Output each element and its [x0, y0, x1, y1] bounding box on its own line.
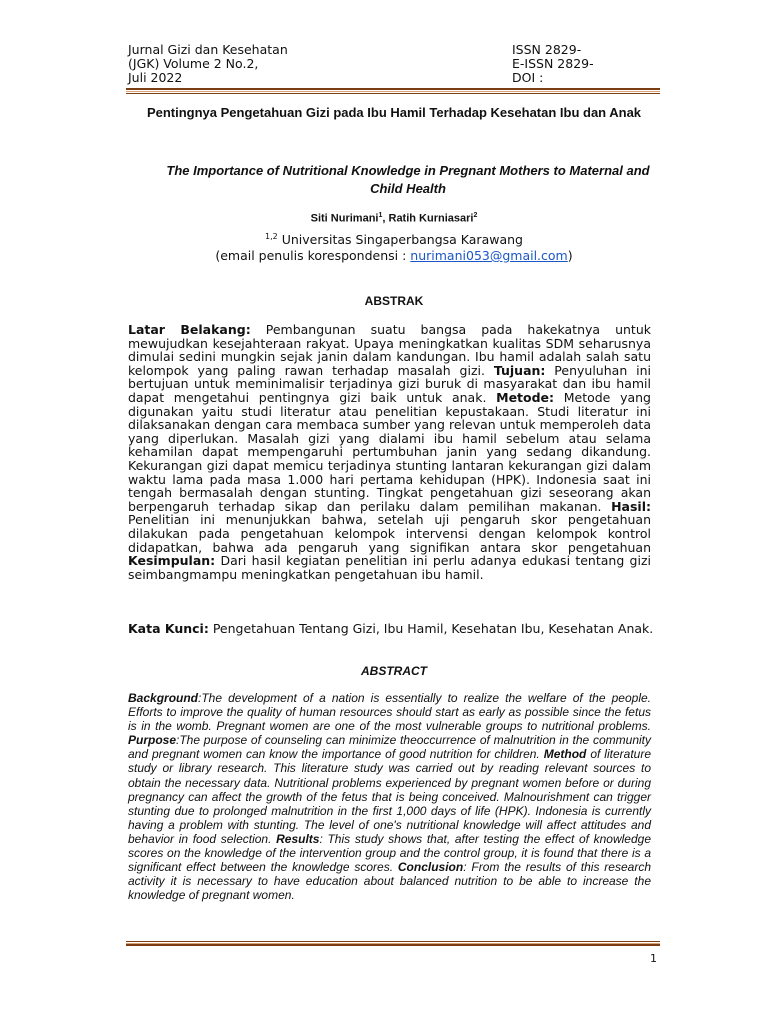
journal-header [128, 42, 288, 85]
title-indonesian: Pentingnya Pengetahuan Gizi pada Ibu Hamil Terhadap Kesehatan Ibu dan Anak [146, 105, 642, 120]
section-text: Pembangunan suatu bangsa pada hakekatnya untuk mewujudkan kesejahteraan rakyat. Upaya meningkatkan kualitas SDM seharusnya dimulai sedini mungkin sejak janin dalam kandungan. Ibu hamil adalah salah satu kelompok yang paling rawan terhadap masalah gizi. [128, 322, 651, 378]
section-text: : From the results of this research activity it is necessary to have education about balanced nutrition to be able to increase the knowledge of pregnant women. [128, 860, 651, 903]
section-text: Metode yang digunakan yaitu studi literatur atau penelitian kepustakaan. Studi literatur ini dilaksanakan dengan cara membaca sumber yang relevan untuk memperoleh data yang diperlukan. Masalah gizi yang dialami ibu hamil sebelum atau selama kehamilan dapat mempengaruhi pertumbuhan janin yang sedang dikandung. Kekurangan gizi dapat memicu terjadinya stunting lantaran kekurangan gizi dalam waktu lama pada masa 1.000 hari pertama kehidupan (HPK). Indonesia saat ini tengah bermasalah dengan stunting. Tingkat pengetahuan gizi seseorang akan berpengaruh terhadap sikap dan perilaku dalam pemilihan makanan. [128, 389, 651, 514]
section-text: Penelitian ini menunjukkan bahwa, setelah uji pengaruh skor pengetahuan dilakukan pada pengetahuan kelompok intervensi dengan kelompok kontrol didapatkan, bahwa ada pengaruh yang signifikan antara skor pengetahuan [128, 512, 651, 555]
section-label: Conclusion [397, 860, 464, 875]
abstrak-body [128, 323, 651, 581]
e-issn: E-ISSN 2829- [512, 56, 594, 71]
keywords-label: Kata Kunci: [128, 621, 209, 636]
affiliation-marker: 1,2 [265, 232, 278, 241]
page-number: 1 [650, 952, 657, 965]
section-text: Penyuluhan ini bertujuan untuk meminimalisir terjadinya gizi buruk di masyarakat dan ibu hamil dapat mengetahui pentingnya gizi baik untuk anak. [128, 362, 651, 405]
email-suffix: ) [567, 248, 573, 263]
author-2: Ratih Kurniasari [388, 212, 474, 225]
issn-header [512, 43, 594, 85]
keywords [128, 622, 659, 637]
header-divider [126, 88, 660, 94]
journal-date: Juli 2022 [128, 70, 183, 85]
section-label: Metode: [496, 389, 555, 405]
journal-volume: (JGK) Volume 2 No.2, [128, 56, 259, 71]
issn: ISSN 2829- [512, 42, 582, 57]
doi: DOI : [512, 70, 544, 85]
affiliation-block [128, 229, 660, 264]
author-1: Siti Nurimani [310, 212, 379, 225]
email-link[interactable]: nurimani053@gmail.com [410, 248, 568, 263]
affiliation [128, 229, 660, 248]
section-label: Tujuan: [493, 362, 546, 378]
section-label: Hasil: [611, 498, 651, 514]
affiliation-name: Universitas Singaperbangsa Karawang [277, 232, 523, 247]
section-label: Background [128, 691, 199, 705]
section-label: Purpose [128, 733, 177, 748]
section-text: :The purpose of counseling can minimize theoccurrence of malnutrition in the community and pregnant women can know the importance of good nutrition for children. [128, 733, 651, 762]
keywords-text: Pengetahuan Tentang Gizi, Ibu Hamil, Kesehatan Ibu, Kesehatan Anak. [208, 621, 654, 636]
abstract-body [128, 691, 651, 902]
section-label: Kesimpulan: [128, 553, 216, 569]
section-text: Dari hasil kegiatan penelitian ini perlu adanya edukasi tentang gizi seimbangmampu meningkatkan pengetahuan ibu hamil. [128, 553, 651, 582]
author-2-affil: 2 [473, 212, 478, 219]
journal-name: Jurnal Gizi dan Kesehatan [128, 42, 288, 57]
section-text: of literature study or library research. This literature study was carried out by reading relevant sources to obtain the necessary data. Nutritional problems experienced by pregnant women before or during pregnancy can affect the growth of the fetus that is being conceived. Malnourishment can trigger stunting due to prolonged malnutrition in the first 1,000 days of life (HPK). Indonesia is currently having a problem with stunting. The level of one's nutritional knowledge will affect attitudes and behavior in food selection. [128, 747, 651, 846]
author-1-affil: 1 [378, 212, 383, 219]
email-prefix: (email penulis korespondensi : [215, 248, 411, 263]
correspondence [128, 248, 660, 264]
author-separator: , [382, 212, 389, 225]
section-label: Results [276, 831, 320, 846]
authors [128, 212, 660, 225]
footer-divider [126, 940, 660, 946]
abstract-heading: ABSTRACT [361, 664, 427, 678]
section-text: : This study shows that, after testing the effect of knowledge scores on the knowledge of the intervention group and the control group, it is found that there is a significant effect between the knowledge scores. [128, 831, 651, 875]
title-english: The Importance of Nutritional Knowledge in Pregnant Mothers to Maternal and Child Health [166, 163, 650, 196]
section-label: Method [543, 747, 587, 762]
abstrak-heading: ABSTRAK [364, 294, 424, 308]
section-label: Latar Belakang: [128, 322, 251, 337]
section-text: :The development of a nation is essentially to realize the welfare of the people. Efforts to improve the quality of human resources should start as early as possible since the fetus is in the womb. Pregnant women are one of the most vulnerable groups to nutritional problems. [128, 691, 651, 734]
